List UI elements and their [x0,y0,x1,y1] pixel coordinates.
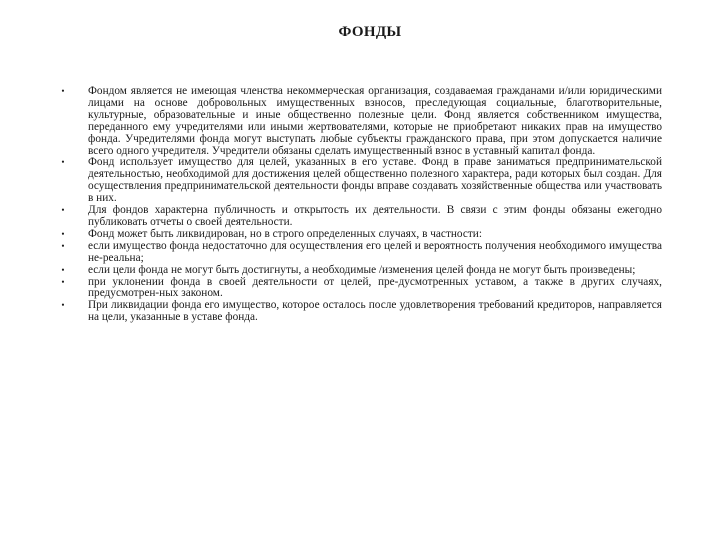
list-item [58,86,662,157]
list-item [58,241,662,265]
bullet-icon: • [61,228,65,239]
list-item-text: при уклонении фонда в своей деятельности от целей, пре-дусмотренных уставом, а также в других случаях, предусмотрен-ных законом. [88,275,662,300]
slide-title: ФОНДЫ [338,24,402,40]
list-item-text: При ликвидации фонда его имущество, которое осталось после удовлетворения требований кредиторов, направляется на цели, указанные в уставе фонда. [88,299,662,324]
bullet-icon: • [61,157,65,168]
list-item-text: Для фондов характерна публичность и открытость их деятельности. В связи с этим фонды обязаны ежегодно публиковать отчеты о своей деятельности. [88,204,662,228]
bullet-icon: • [61,86,65,96]
list-item [58,300,662,324]
list-item-text: Фонд использует имущество для целей, указанных в его уставе. Фонд в праве заниматься предпринимательской деятельностью, необходимой для достижения целей общественно полезного характера, ради которых был создан. Для осуществления предпринимательской деятельности фонды вправе создавать хозяйственные общества или участвовать в них. [88,156,662,205]
list-item [58,205,662,229]
bullet-list [58,86,662,324]
list-item-text: если имущество фонда недостаточно для осуществления его целей и вероятность получения необходимого имущества не-реальна; [88,239,662,264]
list-item-text: Фонд может быть ликвидирован, но в строго определенных случаях, в частности: [88,227,482,240]
bullet-icon: • [61,264,65,275]
list-item-text: если цели фонда не могут быть достигнуты, а необходимые /изменения целей фонда не могут быть произведены; [88,263,636,276]
list-item [58,157,662,205]
list-item-text: Фондом является не имеющая членства некоммерческая организация, создаваемая гражданами и/или юридическими лицами на основе добровольных имущественных взносов, преследующая социальные, благотворительные, культурные, образовательные и иные общественно полезные цели. Фонд является собственником имущества, переданного ему учредителями или иными жертвователями, которые не приобретают никаких прав на имущество фонда. Учредителями фонда могут выступать любые субъекты гражданского права, при этом допускается наличие всего одного учредителя. Учредители обязаны сделать имущественный взнос в уставный капитал фонда. [88,85,662,157]
bullet-icon: • [61,205,65,216]
bullet-icon: • [61,276,65,287]
bullet-icon: • [61,300,65,311]
list-item [58,277,662,301]
bullet-icon: • [61,240,65,251]
